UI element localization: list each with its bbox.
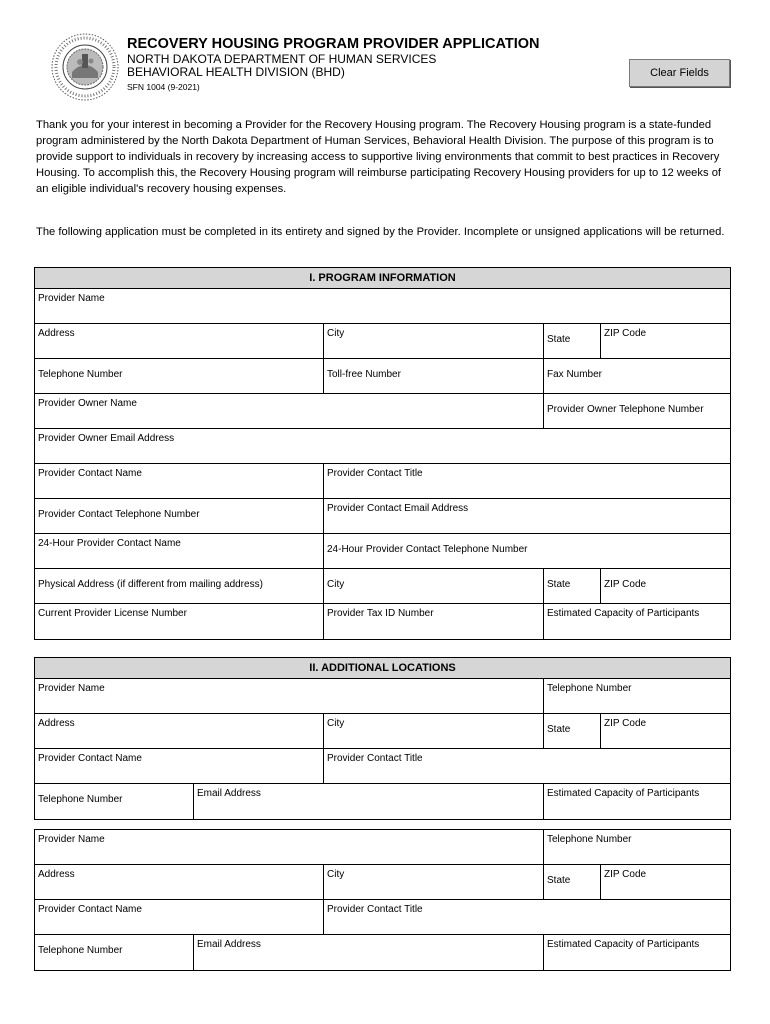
form-row — [35, 394, 730, 429]
form-row — [35, 289, 730, 324]
form-row — [35, 830, 730, 865]
field-location-provider-name[interactable]: Provider Name — [35, 679, 544, 713]
field-physical-address[interactable]: Physical Address (if different from mailing address) — [35, 569, 324, 603]
field-location-city[interactable]: City — [324, 714, 544, 748]
form-row — [35, 679, 730, 714]
instructions-paragraph: The following application must be completed in its entirety and signed by the Provider. Incomplete or unsigned applications will be returned. — [36, 226, 725, 238]
field-location-provider-name[interactable]: Provider Name — [35, 830, 544, 864]
form-row — [35, 900, 730, 935]
field-location-state[interactable]: State — [544, 865, 601, 899]
field-physical-zip-code[interactable]: ZIP Code — [604, 579, 647, 590]
form-number: SFN 1004 (9-2021) — [127, 82, 200, 92]
field-provider-name[interactable]: Provider Name — [38, 293, 105, 304]
field-location-address[interactable]: Address — [35, 714, 324, 748]
field-state[interactable]: State — [544, 324, 601, 358]
field-provider-owner-email[interactable]: Provider Owner Email Address — [38, 433, 175, 444]
form-row — [35, 784, 730, 819]
field-provider-contact-name[interactable]: Provider Contact Name — [35, 464, 324, 498]
form-title: RECOVERY HOUSING PROGRAM PROVIDER APPLICATION — [127, 36, 540, 52]
field-location-email[interactable]: Email Address — [194, 935, 544, 970]
field-24hr-contact-name[interactable]: 24-Hour Provider Contact Name — [35, 534, 324, 568]
field-location-contact-telephone[interactable]: Telephone Number — [35, 784, 194, 819]
field-location-capacity[interactable]: Estimated Capacity of Participants — [547, 939, 700, 950]
field-location-capacity[interactable]: Estimated Capacity of Participants — [547, 788, 700, 799]
field-location-zip-code[interactable]: ZIP Code — [604, 718, 647, 729]
form-row — [35, 429, 730, 464]
field-provider-license-number[interactable]: Current Provider License Number — [35, 604, 324, 639]
field-location-contact-title[interactable]: Provider Contact Title — [327, 904, 423, 915]
field-location-state[interactable]: State — [544, 714, 601, 748]
additional-location-block — [34, 829, 731, 971]
field-location-address[interactable]: Address — [35, 865, 324, 899]
form-row — [35, 569, 730, 604]
form-row — [35, 359, 730, 394]
field-location-contact-title[interactable]: Provider Contact Title — [327, 753, 423, 764]
field-provider-contact-telephone[interactable]: Provider Contact Telephone Number — [35, 499, 324, 533]
field-location-zip-code[interactable]: ZIP Code — [604, 869, 647, 880]
form-row — [35, 604, 730, 639]
field-provider-owner-name[interactable]: Provider Owner Name — [35, 394, 544, 428]
field-physical-city[interactable]: City — [324, 569, 544, 603]
field-location-city[interactable]: City — [324, 865, 544, 899]
field-location-contact-name[interactable]: Provider Contact Name — [35, 900, 324, 934]
section-program-information — [34, 267, 731, 640]
field-estimated-capacity[interactable]: Estimated Capacity of Participants — [547, 608, 700, 619]
section-heading: I. PROGRAM INFORMATION — [35, 268, 730, 289]
state-seal-logo — [50, 32, 120, 102]
form-header — [127, 36, 540, 93]
form-row — [35, 534, 730, 569]
field-address[interactable]: Address — [35, 324, 324, 358]
field-physical-state[interactable]: State — [544, 569, 601, 603]
form-row — [35, 714, 730, 749]
form-row — [35, 865, 730, 900]
field-24hr-contact-telephone[interactable]: 24-Hour Provider Contact Telephone Number — [327, 544, 528, 555]
form-row — [35, 464, 730, 499]
field-toll-free-number[interactable]: Toll-free Number — [324, 359, 544, 393]
field-provider-contact-email[interactable]: Provider Contact Email Address — [327, 503, 469, 514]
division-name: BEHAVIORAL HEALTH DIVISION (BHD) — [127, 65, 345, 79]
department-name: NORTH DAKOTA DEPARTMENT OF HUMAN SERVICES — [127, 52, 437, 66]
section-additional-locations — [34, 657, 731, 820]
form-row — [35, 499, 730, 534]
field-city[interactable]: City — [324, 324, 544, 358]
field-provider-tax-id[interactable]: Provider Tax ID Number — [324, 604, 544, 639]
field-zip-code[interactable]: ZIP Code — [604, 328, 647, 339]
field-provider-contact-title[interactable]: Provider Contact Title — [327, 468, 423, 479]
field-location-telephone[interactable]: Telephone Number — [547, 834, 632, 845]
form-row — [35, 324, 730, 359]
field-location-email[interactable]: Email Address — [194, 784, 544, 819]
field-provider-owner-telephone[interactable]: Provider Owner Telephone Number — [547, 404, 704, 415]
form-row — [35, 935, 730, 970]
field-location-telephone[interactable]: Telephone Number — [547, 683, 632, 694]
field-location-contact-telephone[interactable]: Telephone Number — [35, 935, 194, 970]
form-row — [35, 749, 730, 784]
clear-fields-button[interactable]: Clear Fields — [629, 59, 730, 87]
field-telephone-number[interactable]: Telephone Number — [35, 359, 324, 393]
field-fax-number[interactable]: Fax Number — [547, 369, 603, 380]
intro-paragraph: Thank you for your interest in becoming a Provider for the Recovery Housing program. The Recovery Housing program is a state-funded program administered by the North Dakota Department of Human Services, Behavioral Health Division. The purpose of this program is to provide support to individuals in recovery by increasing access to supportive living environments that commit to best practices in Recovery Housing. To accomplish this, the Recovery Housing program will reimburse participating Recovery Housing providers for up to 12 weeks of an eligible individual's recovery housing expenses. — [36, 119, 722, 195]
section-heading: II. ADDITIONAL LOCATIONS — [35, 658, 730, 679]
field-location-contact-name[interactable]: Provider Contact Name — [35, 749, 324, 783]
